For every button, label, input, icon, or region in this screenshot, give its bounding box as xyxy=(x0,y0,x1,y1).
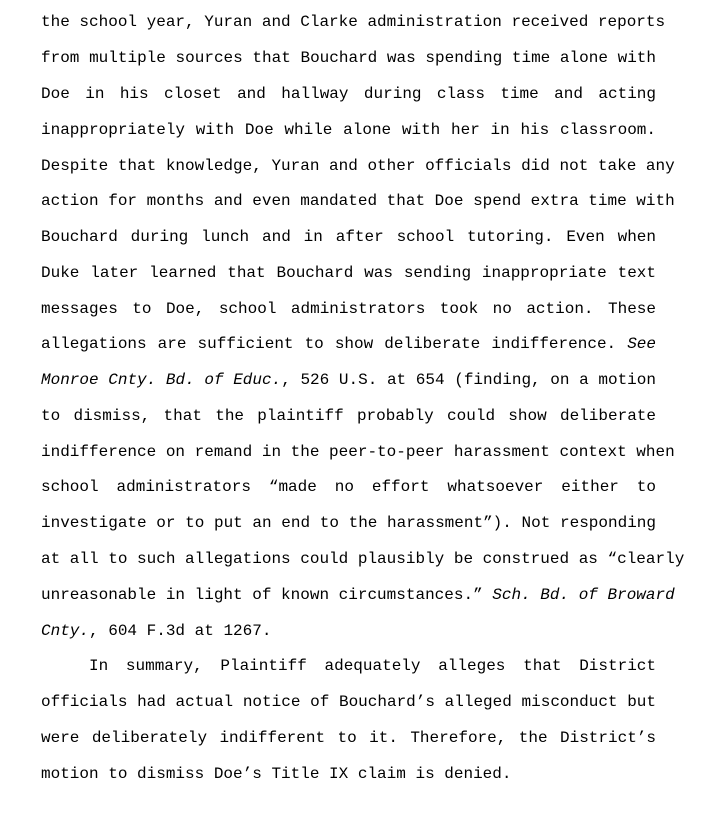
text-line xyxy=(41,85,656,103)
text-line xyxy=(41,371,656,389)
text-line xyxy=(41,157,675,175)
body-text: inappropriately with Doe while alone with her in his classroom. xyxy=(41,121,656,139)
body-text: officials had actual notice of Bouchard’s alleged misconduct but xyxy=(41,693,656,711)
body-text: action for months and even mandated that Doe spend extra time with xyxy=(41,192,675,210)
text-line xyxy=(41,765,656,783)
text-line xyxy=(41,443,675,461)
text-line xyxy=(41,478,656,496)
text-line xyxy=(41,622,656,640)
case-citation-text: Sch. Bd. of Broward xyxy=(492,586,675,604)
text-line xyxy=(41,228,656,246)
text-line xyxy=(41,192,675,210)
body-text: , 526 U.S. at 654 (finding, on a motion xyxy=(281,371,656,389)
body-text: Bouchard during lunch and in after school tutoring. Even when xyxy=(41,228,656,246)
text-line xyxy=(41,586,675,604)
text-line xyxy=(41,693,656,711)
body-text: allegations are sufficient to show deliberate indifference. xyxy=(41,335,628,353)
body-text: to dismiss, that the plaintiff probably could show deliberate xyxy=(41,407,656,425)
text-line xyxy=(41,264,656,282)
text-line xyxy=(41,300,656,318)
text-line xyxy=(41,550,685,568)
case-citation-text: Cnty. xyxy=(41,622,90,640)
text-line xyxy=(41,729,656,747)
body-text: from multiple sources that Bouchard was spending time alone with xyxy=(41,49,656,67)
text-line xyxy=(41,121,656,139)
body-text: messages to Doe, school administrators took no action. These xyxy=(41,300,656,318)
text-line xyxy=(41,49,656,67)
body-text: school administrators “made no effort whatsoever either to xyxy=(41,478,656,496)
body-text: , 604 F.3d at 1267. xyxy=(89,622,272,640)
body-text: In summary, Plaintiff adequately alleges that District xyxy=(89,657,656,675)
body-text: Duke later learned that Bouchard was sending inappropriate text xyxy=(41,264,656,282)
body-text: Despite that knowledge, Yuran and other officials did not take any xyxy=(41,157,675,175)
body-text: the school year, Yuran and Clarke administration received reports xyxy=(41,13,666,31)
text-line xyxy=(41,407,656,425)
body-text: investigate or to put an end to the harassment”). Not responding xyxy=(41,514,656,532)
case-citation-text: See xyxy=(627,335,656,353)
case-citation-text: Monroe Cnty. Bd. of Educ. xyxy=(41,371,282,389)
text-line xyxy=(89,657,656,675)
body-text: were deliberately indifferent to it. Therefore, the District’s xyxy=(41,729,656,747)
body-text: indifference on remand in the peer-to-peer harassment context when xyxy=(41,443,675,461)
text-line xyxy=(41,13,666,31)
body-text: motion to dismiss Doe’s Title IX claim is denied. xyxy=(41,765,512,783)
body-text: unreasonable in light of known circumstances.” xyxy=(41,586,493,604)
body-text: at all to such allegations could plausibly be construed as “clearly xyxy=(41,550,685,568)
body-text: Doe in his closet and hallway during class time and acting xyxy=(41,85,656,103)
text-line xyxy=(41,514,656,532)
text-line xyxy=(41,335,656,353)
